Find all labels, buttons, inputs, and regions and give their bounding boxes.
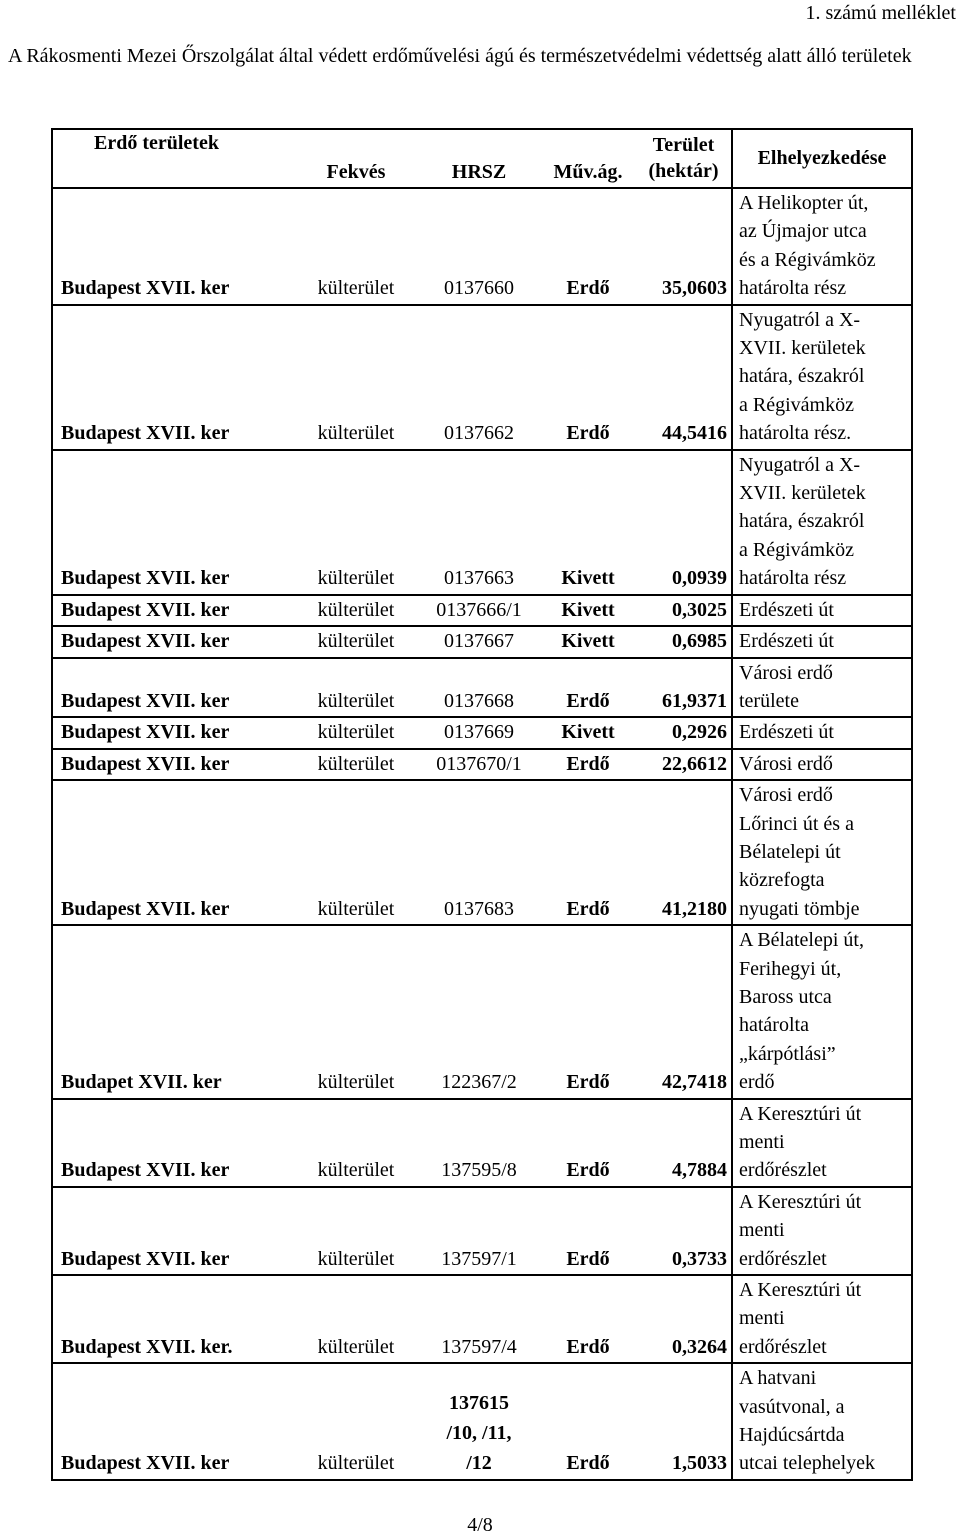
- position-cell: külterület: [294, 749, 418, 780]
- hrsz-cell: 0137666/1: [418, 595, 540, 626]
- intro-text: A Rákosmenti Mezei Őrszolgálat által védett erdőművelési ágú és természetvédelmi védettség alatt álló területek: [8, 45, 912, 67]
- position-cell: külterület: [294, 1275, 418, 1363]
- district-cell: Budapest XVII. ker.: [52, 1275, 294, 1363]
- area-cell: 44,5416: [636, 305, 732, 450]
- cultivation-type-cell: Erdő: [540, 749, 636, 780]
- position-cell: külterület: [294, 1099, 418, 1187]
- district-cell: Budapest XVII. ker: [52, 595, 294, 626]
- forest-areas-table: [51, 128, 913, 1481]
- location-cell: Nyugatról a X- XVII. kerületek határa, északról a Régivámköz határolta rész.: [732, 305, 912, 450]
- cultivation-type-cell: Kivett: [540, 717, 636, 748]
- district-cell: Budapest XVII. ker: [52, 780, 294, 925]
- cultivation-type-cell: Kivett: [540, 626, 636, 657]
- table-row: [52, 1275, 912, 1363]
- cultivation-type-cell: Erdő: [540, 658, 636, 718]
- table-row: [52, 305, 912, 450]
- district-cell: Budapest XVII. ker: [52, 626, 294, 657]
- area-cell: 35,0603: [636, 188, 732, 305]
- location-cell: A Keresztúri út menti erdőrészlet: [732, 1275, 912, 1363]
- cultivation-type-cell: Erdő: [540, 305, 636, 450]
- area-cell: 0,3264: [636, 1275, 732, 1363]
- table-body: [52, 188, 912, 1480]
- table-row: [52, 1187, 912, 1275]
- area-cell: 0,0939: [636, 450, 732, 595]
- location-cell: A Helikopter út, az Újmajor utca és a Régivámköz határolta rész: [732, 188, 912, 305]
- position-cell: külterület: [294, 1187, 418, 1275]
- area-cell: 4,7884: [636, 1099, 732, 1187]
- table-row: [52, 450, 912, 595]
- district-cell: Budapest XVII. ker: [52, 749, 294, 780]
- location-cell: Városi erdő Lőrinci út és a Bélatelepi út közrefogta nyugati tömbje: [732, 780, 912, 925]
- position-cell: külterület: [294, 188, 418, 305]
- hrsz-cell: 0137670/1: [418, 749, 540, 780]
- area-cell: 61,9371: [636, 658, 732, 718]
- location-cell: Városi erdő: [732, 749, 912, 780]
- group-header-erdo-teruletek: Erdő területek: [94, 132, 219, 154]
- hrsz-cell: 137595/8: [418, 1099, 540, 1187]
- position-cell: külterület: [294, 925, 418, 1098]
- district-cell: Budapest XVII. ker: [52, 717, 294, 748]
- table-row: [52, 749, 912, 780]
- position-cell: külterület: [294, 595, 418, 626]
- cultivation-type-cell: Erdő: [540, 1363, 636, 1480]
- location-cell: A Keresztúri út menti erdőrészlet: [732, 1099, 912, 1187]
- location-cell: Erdészeti út: [732, 717, 912, 748]
- area-cell: 41,2180: [636, 780, 732, 925]
- hrsz-cell: 0137662: [418, 305, 540, 450]
- cultivation-type-cell: Erdő: [540, 1099, 636, 1187]
- table-row: [52, 595, 912, 626]
- location-cell: Nyugatról a X- XVII. kerületek határa, északról a Régivámköz határolta rész: [732, 450, 912, 595]
- table-row: [52, 780, 912, 925]
- area-cell: 0,3733: [636, 1187, 732, 1275]
- hrsz-cell: 0137663: [418, 450, 540, 595]
- cultivation-type-cell: Erdő: [540, 1275, 636, 1363]
- hrsz-cell: 137615 /10, /11, /12: [418, 1363, 540, 1480]
- hrsz-cell: 0137660: [418, 188, 540, 305]
- table-row: [52, 717, 912, 748]
- hrsz-cell: 137597/4: [418, 1275, 540, 1363]
- district-cell: Budapest XVII. ker: [52, 1363, 294, 1480]
- hrsz-cell: 137597/1: [418, 1187, 540, 1275]
- position-cell: külterület: [294, 658, 418, 718]
- header-terulet-text: Terület (hektár): [648, 134, 719, 182]
- position-cell: külterület: [294, 1363, 418, 1480]
- table-row: [52, 925, 912, 1098]
- header-fekves: Fekvés: [294, 129, 418, 188]
- position-cell: külterület: [294, 305, 418, 450]
- cultivation-type-cell: Erdő: [540, 1187, 636, 1275]
- hrsz-cell: 0137683: [418, 780, 540, 925]
- location-cell: Erdészeti út: [732, 626, 912, 657]
- location-cell: Erdészeti út: [732, 595, 912, 626]
- page-number: 4/8: [467, 1514, 493, 1536]
- annex-label: 1. számú melléklet: [805, 2, 956, 24]
- table-row: [52, 1099, 912, 1187]
- table-row: [52, 626, 912, 657]
- cultivation-type-cell: Kivett: [540, 595, 636, 626]
- hrsz-cell: 0137669: [418, 717, 540, 748]
- hrsz-cell: 0137668: [418, 658, 540, 718]
- area-cell: 1,5033: [636, 1363, 732, 1480]
- location-cell: A Bélatelepi út, Ferihegyi út, Baross utca határolta „kárpótlási” erdő: [732, 925, 912, 1098]
- table-row: [52, 188, 912, 305]
- cultivation-type-cell: Kivett: [540, 450, 636, 595]
- area-cell: 0,2926: [636, 717, 732, 748]
- cultivation-type-cell: Erdő: [540, 188, 636, 305]
- location-cell: A Keresztúri út menti erdőrészlet: [732, 1187, 912, 1275]
- district-cell: Budapet XVII. ker: [52, 925, 294, 1098]
- table-row: [52, 1363, 912, 1480]
- position-cell: külterület: [294, 450, 418, 595]
- location-cell: Városi erdő területe: [732, 658, 912, 718]
- hrsz-cell: 122367/2: [418, 925, 540, 1098]
- hrsz-cell: 0137667: [418, 626, 540, 657]
- header-muvag: Műv.ág.: [540, 129, 636, 188]
- district-cell: Budapest XVII. ker: [52, 1099, 294, 1187]
- header-elhelyezkedes: Elhelyezkedése: [732, 129, 912, 188]
- district-cell: Budapest XVII. ker: [52, 1187, 294, 1275]
- header-hrsz: HRSZ: [418, 129, 540, 188]
- area-cell: 0,6985: [636, 626, 732, 657]
- header-terulet: [636, 129, 732, 188]
- area-cell: 0,3025: [636, 595, 732, 626]
- district-cell: Budapest XVII. ker: [52, 305, 294, 450]
- table-row: [52, 658, 912, 718]
- location-cell: A hatvani vasútvonal, a Hajdúcsártda utcai telephelyek: [732, 1363, 912, 1480]
- district-cell: Budapest XVII. ker: [52, 188, 294, 305]
- cultivation-type-cell: Erdő: [540, 925, 636, 1098]
- position-cell: külterület: [294, 717, 418, 748]
- area-cell: 22,6612: [636, 749, 732, 780]
- position-cell: külterület: [294, 626, 418, 657]
- district-cell: Budapest XVII. ker: [52, 450, 294, 595]
- district-cell: Budapest XVII. ker: [52, 658, 294, 718]
- cultivation-type-cell: Erdő: [540, 780, 636, 925]
- position-cell: külterület: [294, 780, 418, 925]
- area-cell: 42,7418: [636, 925, 732, 1098]
